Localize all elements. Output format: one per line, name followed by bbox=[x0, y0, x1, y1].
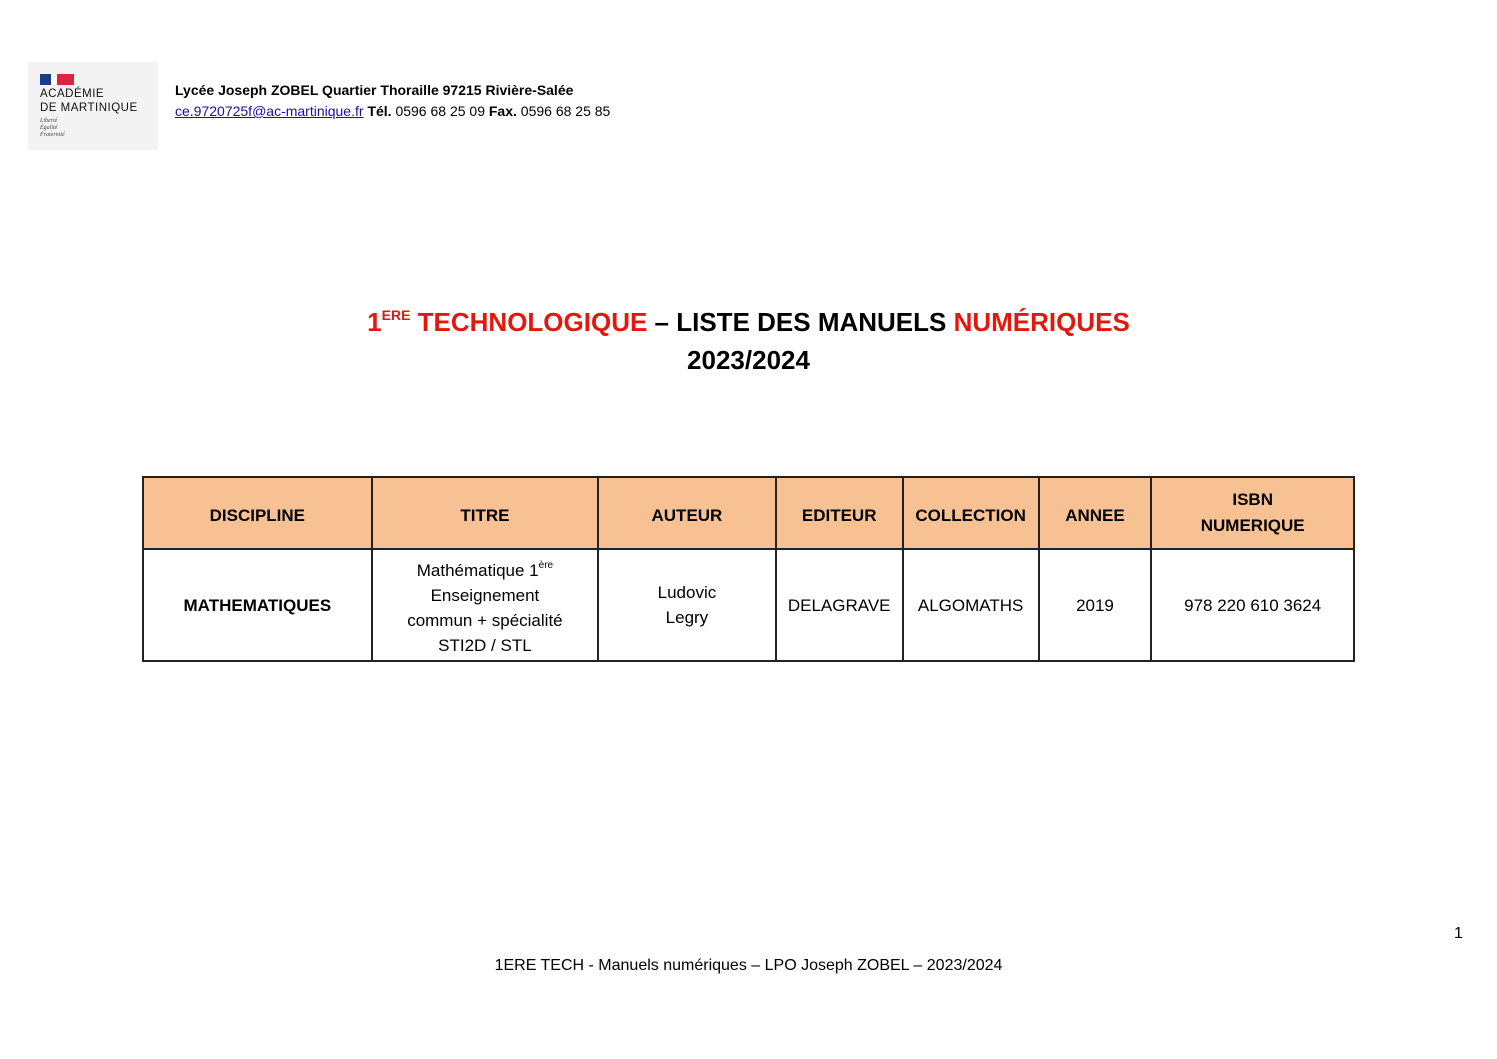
marianne-flag-icon bbox=[40, 74, 74, 85]
page-number: 1 bbox=[1454, 925, 1463, 942]
fax-label: Fax. bbox=[488, 103, 517, 119]
school-header bbox=[175, 80, 610, 122]
header-discipline: DISCIPLINE bbox=[143, 477, 372, 549]
header-collection: COLLECTION bbox=[903, 477, 1039, 549]
cell-discipline: MATHEMATIQUES bbox=[143, 549, 372, 661]
table-row bbox=[143, 549, 1354, 661]
email-link[interactable]: ce.9720725f@ac-martinique.fr bbox=[175, 103, 364, 119]
header-titre: TITRE bbox=[372, 477, 598, 549]
cell-auteur: Ludovic Legry bbox=[598, 549, 776, 661]
logo-line-1: ACADÉMIE bbox=[40, 88, 105, 100]
page-footer: 1ERE TECH - Manuels numériques – LPO Joseph ZOBEL – 2023/2024 bbox=[494, 957, 1003, 974]
title-year: 2023/2024 bbox=[687, 345, 810, 375]
fax-value: 0596 68 25 85 bbox=[520, 103, 611, 119]
logo-line-2: DE MARTINIQUE bbox=[40, 102, 138, 114]
academie-logo bbox=[28, 62, 158, 150]
table-header-row bbox=[143, 477, 1354, 549]
header-isbn: ISBN NUMERIQUE bbox=[1151, 477, 1354, 549]
school-address: Lycée Joseph ZOBEL Quartier Thoraille 97215 Rivière-Salée bbox=[175, 82, 574, 98]
manuals-table bbox=[142, 476, 1355, 662]
cell-isbn: 978 220 610 3624 bbox=[1151, 549, 1354, 661]
school-contact bbox=[175, 101, 610, 122]
tel-label: Tél. bbox=[367, 103, 392, 119]
header-auteur: AUTEUR bbox=[598, 477, 776, 549]
header-annee: ANNEE bbox=[1039, 477, 1152, 549]
cell-editeur: DELAGRAVE bbox=[776, 549, 903, 661]
cell-collection: ALGOMATHS bbox=[903, 549, 1039, 661]
title-numeric: NUMÉRIQUES bbox=[953, 307, 1130, 337]
cell-annee: 2019 bbox=[1039, 549, 1152, 661]
tel-value: 0596 68 25 09 bbox=[395, 103, 485, 119]
page-title bbox=[0, 296, 1497, 379]
title-grade: 1 bbox=[367, 307, 382, 337]
logo-motto: Liberté Égalité Fraternité bbox=[40, 118, 65, 138]
title-list: – LISTE DES MANUELS bbox=[647, 307, 954, 337]
cell-titre: Mathématique 1ère Enseignement commun + spécialité STI2D / STL bbox=[372, 549, 598, 661]
title-track: TECHNOLOGIQUE bbox=[410, 307, 648, 337]
header-editeur: EDITEUR bbox=[776, 477, 903, 549]
title-grade-sup: ERE bbox=[381, 307, 411, 323]
